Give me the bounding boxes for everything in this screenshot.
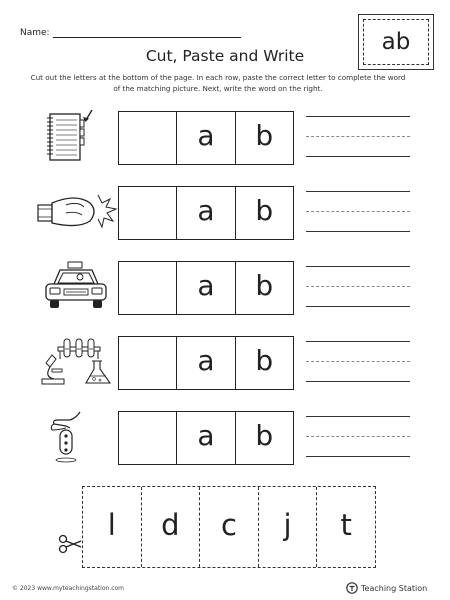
paste-box[interactable] — [119, 337, 177, 389]
letter-cell: a — [177, 412, 235, 464]
letter-boxes — [118, 261, 294, 315]
teaching-station-logo-icon — [346, 582, 358, 594]
writing-lines[interactable] — [306, 416, 410, 462]
letter-boxes — [118, 336, 294, 390]
letter-cell: b — [255, 194, 274, 227]
paste-box[interactable] — [119, 412, 177, 464]
paste-box[interactable] — [119, 187, 177, 239]
hand-dab-icon — [36, 408, 118, 466]
letter-cell: a — [177, 262, 235, 314]
writing-lines[interactable] — [306, 266, 410, 312]
brand-name: Teaching Station — [361, 583, 428, 593]
page-title: Cut, Paste and Write — [145, 47, 305, 65]
letter-cell: b — [255, 269, 274, 302]
writing-lines[interactable] — [306, 116, 410, 162]
letter-cell: a — [177, 187, 235, 239]
cutout-letter-strip — [82, 486, 376, 568]
word-row-3 — [0, 256, 450, 316]
copyright-text: © 2023 www.myteachingstation.com — [12, 585, 125, 592]
science-lab-icon — [36, 333, 118, 391]
scissors-icon — [58, 534, 82, 554]
cutout-letter[interactable]: t — [340, 508, 352, 542]
word-row-1 — [0, 106, 450, 166]
name-field-row — [20, 28, 241, 38]
brand-logo — [346, 582, 427, 594]
word-family-text: ab — [381, 29, 411, 55]
cutout-letter[interactable]: c — [200, 487, 259, 567]
paste-box[interactable] — [119, 112, 177, 164]
letter-boxes — [118, 186, 294, 240]
writing-lines[interactable] — [306, 341, 410, 387]
word-row-4 — [0, 331, 450, 391]
cutout-letter[interactable]: l — [83, 487, 142, 567]
letter-cell: a — [177, 112, 235, 164]
cutout-letter[interactable]: d — [142, 487, 201, 567]
letter-boxes — [118, 411, 294, 465]
word-row-5 — [0, 406, 450, 466]
name-line[interactable] — [53, 28, 241, 38]
name-label: Name: — [20, 28, 50, 38]
paste-box[interactable] — [119, 262, 177, 314]
cutout-letter[interactable]: j — [259, 487, 318, 567]
taxi-cab-icon — [36, 258, 118, 316]
letter-cell: b — [255, 419, 274, 452]
letter-boxes — [118, 111, 294, 165]
instructions: Cut out the letters at the bottom of the page. In each row, paste the correct letter to complete the word of the matching picture. Next, write the word on the right. — [30, 73, 406, 93]
letter-cell: b — [255, 344, 274, 377]
boxing-glove-icon — [36, 183, 118, 241]
word-row-2 — [0, 181, 450, 241]
letter-cell: b — [255, 119, 274, 152]
letter-cell: a — [177, 337, 235, 389]
notebook-icon — [36, 108, 118, 166]
writing-lines[interactable] — [306, 191, 410, 237]
